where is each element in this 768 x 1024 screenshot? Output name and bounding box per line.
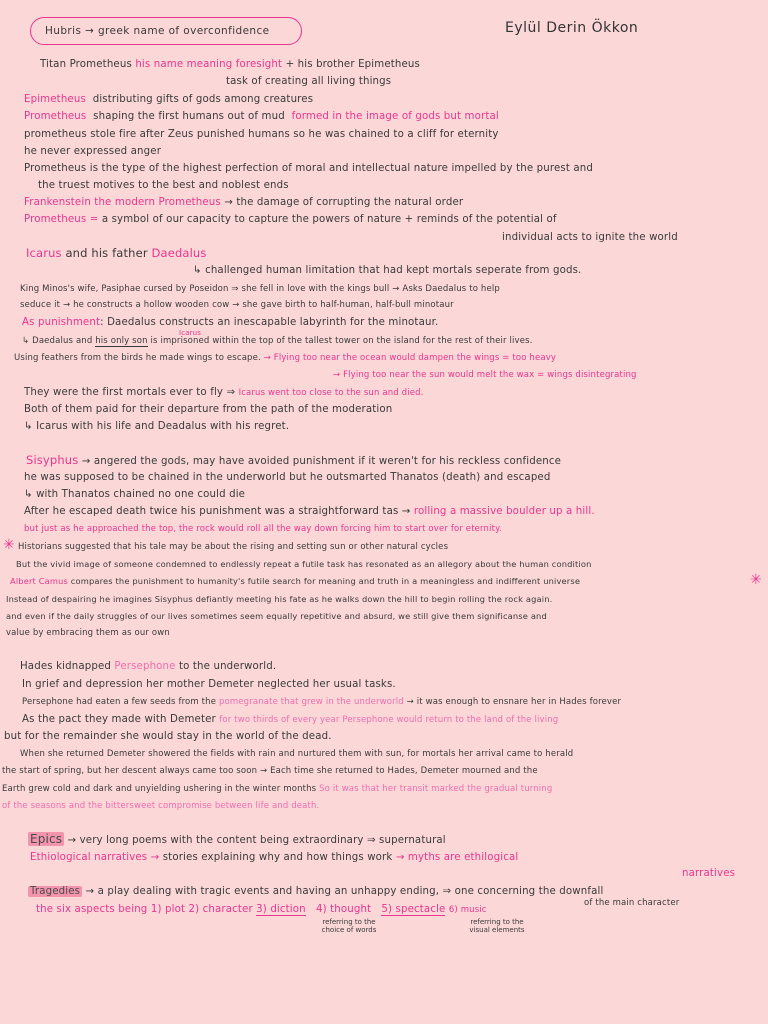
icarus-line-8: → Flying too near the sun would melt the wax = wings disintegrating: [333, 370, 637, 380]
text: Persephone: [114, 661, 176, 672]
text: 6) music: [448, 905, 487, 915]
icarus-line-4: seduce it → he constructs a hollow wooden cow → she gave birth to half-human, half-bull minotaur: [20, 300, 454, 310]
prometheus-line-11: individual acts to ignite the world: [502, 232, 678, 243]
prometheus-line-10: [24, 213, 557, 226]
prometheus-line-4: [24, 110, 499, 123]
text: Titan Prometheus: [40, 59, 132, 70]
text: 1) plot: [150, 904, 186, 915]
text: Albert Camus: [10, 576, 68, 586]
text: compares the punishment to humanity's futile search for meaning and truth in a meaningless and indifferent universe: [70, 576, 581, 586]
text: his name meaning foresight: [135, 59, 283, 70]
text: + his brother Epimetheus: [285, 59, 420, 70]
icarus-line-2: ↳ challenged human limitation that had kept mortals seperate from gods.: [193, 265, 582, 276]
prometheus-line-2: task of creating all living things: [226, 76, 392, 87]
text: → angered the gods, may have avoided punishment if it weren't for his reckless confidence: [81, 456, 562, 467]
text: Prometheus =: [24, 214, 99, 225]
tragedies-term: Tragedies: [30, 886, 81, 897]
sisyphus-line-3: ↳ with Thanatos chained no one could die: [24, 489, 246, 500]
text: Hades kidnapped: [20, 661, 111, 672]
text: Daedalus: [151, 246, 207, 260]
six-aspects-line: [36, 903, 487, 917]
icarus-son-note: Icarus: [179, 329, 202, 337]
sisyphus-line-1: [26, 454, 561, 468]
tragedies-line-2: of the main character: [584, 898, 680, 908]
text: a symbol of our capacity to capture the powers of nature + reminds of the potential of: [101, 214, 557, 225]
sisyphus-line-10: and even if the daily struggles of our lives sometimes seem equally repetitive and absurd, we still give them significanse and: [6, 611, 547, 621]
diction-note: referring to the choice of words: [321, 918, 377, 934]
persephone-line-1: [20, 660, 276, 673]
icarus-line-10: Both of them paid for their departure from the path of the moderation: [24, 404, 393, 415]
text: 4) thought: [315, 904, 372, 915]
text: Frankenstein the modern Prometheus: [24, 197, 221, 208]
text: and his father: [65, 246, 148, 260]
prometheus-line-9: [24, 196, 463, 209]
text: → myths are ethilogical: [395, 852, 519, 863]
star-mark-icon: ✳: [3, 537, 15, 553]
icarus-heading: [26, 247, 207, 260]
sisyphus-line-7: But the vivid image of someone condemned to endlessly repeat a futile task has resonated as an allegory about the human condition: [16, 559, 592, 569]
sisyphus-line-9: Instead of despairing he imagines Sisyphus defiantly meeting his fate as he walks down the hill to begin rolling the rock again.: [6, 594, 553, 604]
page-title: Hubris → greek name of overconfidence: [45, 25, 270, 37]
text: Icarus: [26, 246, 62, 260]
text: pomegranate that grew in the underworld: [218, 697, 404, 707]
persephone-line-4: [22, 713, 558, 727]
epics-term: Epics: [30, 832, 63, 846]
text: They were the first mortals ever to fly ⇒: [24, 387, 236, 398]
prometheus-line-1: [40, 58, 420, 71]
prometheus-line-3: [24, 93, 313, 106]
text: shaping the first humans out of mud: [93, 111, 285, 122]
text: Ethiological narratives →: [30, 852, 160, 863]
text: for two thirds of every year Persephone would return to the land of the living: [219, 715, 559, 725]
prometheus-line-7: Prometheus is the type of the highest perfection of moral and intellectual nature impelled by the purest and: [24, 163, 594, 174]
text: the six aspects being: [36, 904, 148, 915]
text: → it was enough to ensnare her in Hades forever: [406, 697, 622, 707]
text: formed in the image of gods but mortal: [291, 111, 499, 122]
sisyphus-line-2: he was supposed to be chained in the underworld but he outsmarted Thanatos (death) and escaped: [24, 472, 551, 483]
text: Epimetheus: [24, 94, 86, 105]
text: rolling a massive boulder up a hill.: [413, 506, 595, 517]
text: is imprisoned within the top of the tallest tower on the island for the rest of their lives.: [150, 336, 533, 346]
text: → the damage of corrupting the natural order: [224, 197, 464, 208]
prometheus-line-5: prometheus stole fire after Zeus punished humans so he was chained to a cliff for eternity: [24, 129, 499, 140]
icarus-line-11: ↳ Icarus with his life and Deadalus with his regret.: [24, 421, 290, 432]
text: 3) diction: [256, 904, 306, 915]
icarus-line-6: [22, 335, 533, 348]
tragedies-line: [28, 885, 603, 898]
prometheus-line-8: the truest motives to the best and noblest ends: [38, 180, 289, 191]
text: his only son: [95, 336, 148, 346]
sisyphus-line-5: but just as he approached the top, the rock would roll all the way down forcing him to start over for eternity.: [24, 524, 502, 534]
text: Sisyphus: [26, 453, 79, 467]
text: ↳ Daedalus and: [22, 336, 93, 346]
prometheus-line-6: he never expressed anger: [24, 146, 162, 157]
text: Earth grew cold and dark and unyielding ushering in the winter months: [2, 784, 317, 794]
text: Using feathers from the birds he made wings to escape.: [14, 353, 261, 363]
text: to the underworld.: [178, 661, 277, 672]
persephone-line-9: of the seasons and the bittersweet compromise between life and death.: [2, 801, 320, 811]
text: → a play dealing with tragic events and having an unhappy ending, ⇒ one concerning the downfall: [85, 886, 604, 897]
star-mark-icon: ✳: [750, 572, 762, 588]
icarus-line-3: King Minos's wife, Pasiphae cursed by Poseidon ⇒ she fell in love with the kings bull → Asks Daedalus to help: [20, 284, 500, 294]
persephone-line-7: the start of spring, but her descent always came too soon → Each time she returned to Hades, Demeter mourned and the: [2, 766, 538, 776]
persephone-line-8: [2, 783, 552, 796]
etiological-line: [30, 851, 518, 864]
text: : Daedalus constructs an inescapable labyrinth for the minotaur.: [100, 317, 439, 328]
sisyphus-line-11: value by embracing them as our own: [6, 628, 170, 638]
icarus-line-9: [24, 386, 423, 400]
text: So it was that her transit marked the gradual turning: [319, 784, 553, 794]
epics-line: [28, 833, 446, 847]
text: As the pact they made with Demeter: [22, 714, 216, 725]
text: Prometheus: [24, 111, 87, 122]
spectacle-note: referring to the visual elements: [469, 918, 525, 934]
text: → Flying too near the ocean would dampen the wings = too heavy: [263, 353, 557, 363]
text: As punishment: [22, 317, 101, 328]
etiological-line-2: narratives: [682, 868, 736, 879]
text: stories explaining why and how things work: [162, 852, 393, 863]
text: Persephone had eaten a few seeds from the: [22, 697, 217, 707]
text: After he escaped death twice his punishment was a straightforward tas →: [24, 506, 411, 517]
icarus-line-7: [14, 352, 556, 365]
text: 5) spectacle: [381, 904, 446, 915]
text: distributing gifts of gods among creatures: [92, 94, 314, 105]
text: 2) character: [188, 904, 253, 915]
text: → very long poems with the content being extraordinary ⇒ supernatural: [67, 835, 446, 846]
icarus-line-5: [22, 316, 438, 329]
text: Icarus went too close to the sun and died.: [238, 388, 424, 398]
sisyphus-line-4: [24, 505, 595, 518]
author-name: Eylül Derin Ökkon: [505, 20, 639, 36]
persephone-line-6: When she returned Demeter showered the fields with rain and nurtured them with sun, for mortals her arrival came to herald: [20, 749, 574, 759]
persephone-line-5: but for the remainder she would stay in the world of the dead.: [4, 731, 332, 742]
persephone-line-3: [22, 696, 621, 709]
title-box: [30, 17, 302, 45]
persephone-line-2: In grief and depression her mother Demeter neglected her usual tasks.: [22, 679, 396, 690]
sisyphus-line-8: [10, 575, 580, 588]
sisyphus-line-6: Historians suggested that his tale may be about the rising and setting sun or other natural cycles: [18, 542, 449, 552]
